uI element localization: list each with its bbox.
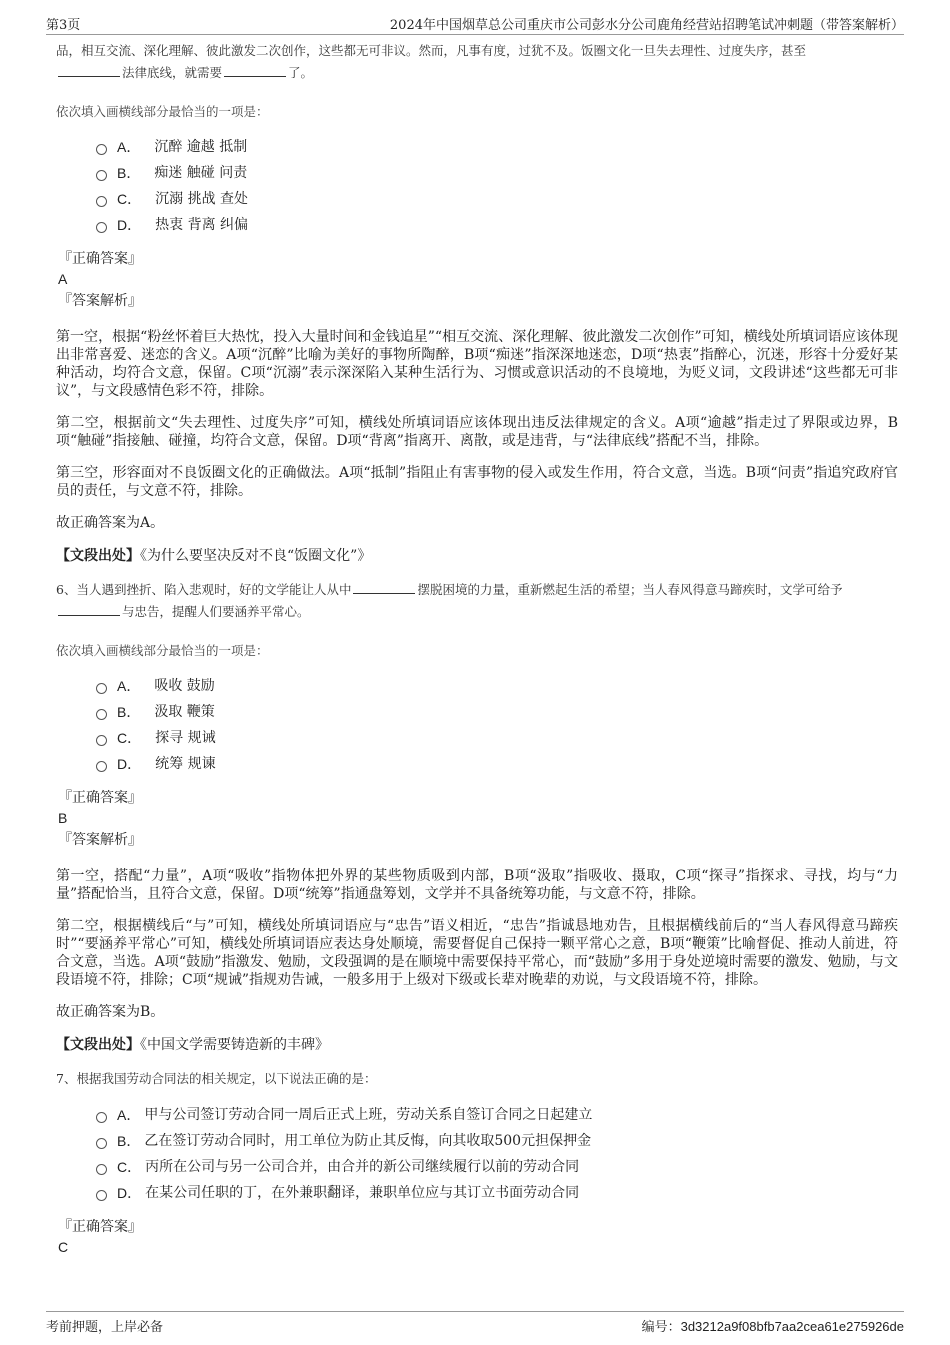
option-text: 甲与公司签订劳动合同一周后正式上班，劳动关系自签订合同之日起建立 — [144, 1107, 593, 1123]
radio-icon[interactable] — [96, 1112, 107, 1123]
option-list — [96, 673, 898, 777]
option-letter: B． — [117, 165, 141, 181]
option-text: 丙所在公司与另一公司合并，由合并的新公司继续履行以前的劳动合同 — [145, 1159, 580, 1175]
option-a[interactable] — [96, 1102, 898, 1128]
stem-part: 6、当人遇到挫折、陷入悲观时，好的文学能让人从中 — [56, 582, 352, 597]
question-stem — [56, 579, 898, 623]
radio-icon[interactable] — [96, 196, 107, 207]
radio-icon[interactable] — [96, 144, 107, 155]
option-d[interactable] — [96, 212, 898, 238]
option-letter: D． — [117, 217, 142, 233]
source-citation — [56, 1036, 898, 1054]
question-7 — [56, 1068, 898, 1256]
option-list — [96, 134, 898, 238]
question-instruction: 依次填入画横线部分最恰当的一项是： — [56, 643, 269, 658]
option-letter: A． — [117, 139, 141, 155]
radio-icon[interactable] — [96, 170, 107, 181]
analysis-paragraph: 第二空，根据横线后“与”可知，横线处所填词语应与“忠告”语义相近，“忠告”指诚恳地劝告，且根据横线前后的“当人春风得意马蹄疾时”“要涵养平常心”可知，横线处所填词语应表达身处顺境，需要督促自己保持一颗平常心之意，B项“鞭策”比喻督促、推动人前进，符合文意，当选。A项“鼓励”指激发、勉励，文段强调的是在顺境中需要保持平常心，而“鼓励”多用于身处逆境时需要的激发、勉励，与文段语境不符，排除；C项“规诫”指规劝告诫，一般多用于上级对下级或长辈对晚辈的劝说，与文段语境不符，排除。 — [56, 918, 898, 988]
question-stem — [56, 40, 898, 84]
analysis-paragraph: 第三空，形容面对不良饭圈文化的正确做法。A项“抵制”指阻止有害事物的侵入或发生作用，符合文意，当选。B项“问责”指追究政府官员的责任，与文意不符，排除。 — [56, 465, 898, 499]
answer-label: 『正确答案』 — [58, 251, 142, 267]
stem-part: 法律底线，就需要 — [122, 65, 223, 80]
option-b[interactable] — [96, 160, 898, 186]
option-letter: C． — [117, 191, 142, 207]
answer-label: 『正确答案』 — [58, 1219, 142, 1235]
radio-icon[interactable] — [96, 709, 107, 720]
source-label: 【文段出处】 — [56, 1037, 140, 1053]
code-value: 3d3212a9f08bfb7aa2cea61e275926de — [680, 1319, 904, 1334]
option-letter: A． — [117, 678, 141, 694]
option-letter: D． — [117, 756, 142, 772]
analysis-paragraph: 第一空，根据“粉丝怀着巨大热忱，投入大量时间和金钱追星”“相互交流、深化理解、彼此激发二次创作”可知，横线处所填词语应该体现出非常喜爱、迷恋的含义。A项“沉醉”比喻为美好的事物所陶醉，B项“痴迷”指深深地迷恋，D项“热衷”指醉心，沉迷，形容十分爱好某种活动，均符合文意，保留。C项“沉溺”表示深深陷入某种生活行为、习惯或意识活动的不良境地，为贬义词，文段讲述“这些都无可非议”，与文段感情色彩不符，排除。 — [56, 329, 898, 399]
source-title: 《为什么要坚决反对不良“饭圈文化”》 — [140, 548, 372, 564]
option-letter: C． — [117, 1159, 142, 1175]
option-text: 探寻 规诫 — [155, 730, 216, 746]
answer-value: A — [58, 271, 68, 287]
option-letter: C． — [117, 730, 142, 746]
stem-part: 品，相互交流、深化理解、彼此激发二次创作，这些都无可非议。然而，凡事有度，过犹不及。饭圈文化一旦失去理性、过度失序，甚至 — [56, 43, 807, 58]
option-c[interactable] — [96, 186, 898, 212]
option-c[interactable] — [96, 1154, 898, 1180]
source-title: 《中国文学需要铸造新的丰碑》 — [140, 1037, 329, 1053]
radio-icon[interactable] — [96, 761, 107, 772]
option-letter: D． — [117, 1185, 142, 1201]
option-d[interactable] — [96, 1180, 898, 1206]
radio-icon[interactable] — [96, 222, 107, 233]
question-stem: 7、根据我国劳动合同法的相关规定，以下说法正确的是： — [56, 1071, 377, 1086]
answer-label: 『正确答案』 — [58, 790, 142, 806]
fill-blank — [353, 580, 415, 594]
option-letter: B． — [117, 1133, 141, 1149]
source-label: 【文段出处】 — [56, 548, 140, 564]
analysis-label: 『答案解析』 — [58, 832, 142, 848]
source-citation — [56, 547, 898, 565]
stem-part: 与忠告，提醒人们要涵养平常心。 — [122, 604, 310, 619]
code-label: 编号： — [641, 1320, 681, 1335]
question-5 — [56, 40, 898, 565]
option-text: 吸收 鼓励 — [154, 678, 215, 694]
stem-part: 摆脱困境的力量，重新燃起生活的希望；当人春风得意马蹄疾时，文学可给予 — [417, 582, 843, 597]
radio-icon[interactable] — [96, 683, 107, 694]
stem-part: 了。 — [288, 65, 314, 80]
option-c[interactable] — [96, 725, 898, 751]
option-text: 沉醉 逾越 抵制 — [154, 139, 248, 155]
fill-blank — [58, 602, 120, 616]
question-instruction: 依次填入画横线部分最恰当的一项是： — [56, 104, 269, 119]
option-text: 热衷 背离 纠偏 — [155, 217, 249, 233]
radio-icon[interactable] — [96, 1138, 107, 1149]
option-text: 在某公司任职的丁，在外兼职翻译，兼职单位应与其订立书面劳动合同 — [145, 1185, 580, 1201]
analysis-paragraph: 第一空，搭配“力量”，A项“吸收”指物体把外界的某些物质吸到内部，B项“汲取”指吸收、摄取，C项“探寻”指探求、寻找，均与“力量”搭配恰当，且符合文意，保留。D项“统筹”指通盘筹划，文学并不具备统筹功能，与文意不符，排除。 — [56, 868, 898, 902]
page-header — [46, 14, 904, 35]
option-b[interactable] — [96, 699, 898, 725]
footer-slogan: 考前押题，上岸必备 — [46, 1320, 164, 1335]
option-text: 痴迷 触碰 问责 — [154, 165, 248, 181]
document-body — [56, 40, 898, 1256]
question-6 — [56, 579, 898, 1054]
option-d[interactable] — [96, 751, 898, 777]
option-text: 沉溺 挑战 查处 — [155, 191, 249, 207]
analysis-paragraph: 第二空，根据前文“失去理性、过度失序”可知，横线处所填词语应该体现出违反法律规定的含义。A项“逾越”指走过了界限或边界，B项“触碰”指接触、碰撞，均符合文意，保留。D项“背离”指离开、离散，或是违背，与“法律底线”搭配不当，排除。 — [56, 415, 898, 449]
page-footer — [46, 1311, 904, 1337]
option-b[interactable] — [96, 1128, 898, 1154]
analysis-conclusion: 故正确答案为B。 — [56, 1004, 165, 1020]
option-letter: A． — [117, 1107, 141, 1123]
option-text: 汲取 鞭策 — [154, 704, 215, 720]
option-a[interactable] — [96, 673, 898, 699]
answer-value: C — [58, 1239, 69, 1255]
page-number: 第3页 — [46, 18, 81, 33]
analysis-conclusion: 故正确答案为A。 — [56, 515, 165, 531]
document-code — [642, 1316, 904, 1335]
option-list — [96, 1102, 898, 1206]
option-text: 乙在签订劳动合同时，用工单位为防止其反悔，向其收取500元担保押金 — [144, 1133, 592, 1149]
radio-icon[interactable] — [96, 735, 107, 746]
document-title: 2024年中国烟草总公司重庆市公司彭水分公司鹿角经营站招聘笔试冲刺题（带答案解析） — [389, 18, 904, 33]
option-a[interactable] — [96, 134, 898, 160]
radio-icon[interactable] — [96, 1190, 107, 1201]
analysis-label: 『答案解析』 — [58, 293, 142, 309]
answer-value: B — [58, 810, 68, 826]
radio-icon[interactable] — [96, 1164, 107, 1175]
option-letter: B． — [117, 704, 141, 720]
fill-blank — [58, 63, 120, 77]
option-text: 统筹 规谏 — [155, 756, 216, 772]
fill-blank — [224, 63, 286, 77]
